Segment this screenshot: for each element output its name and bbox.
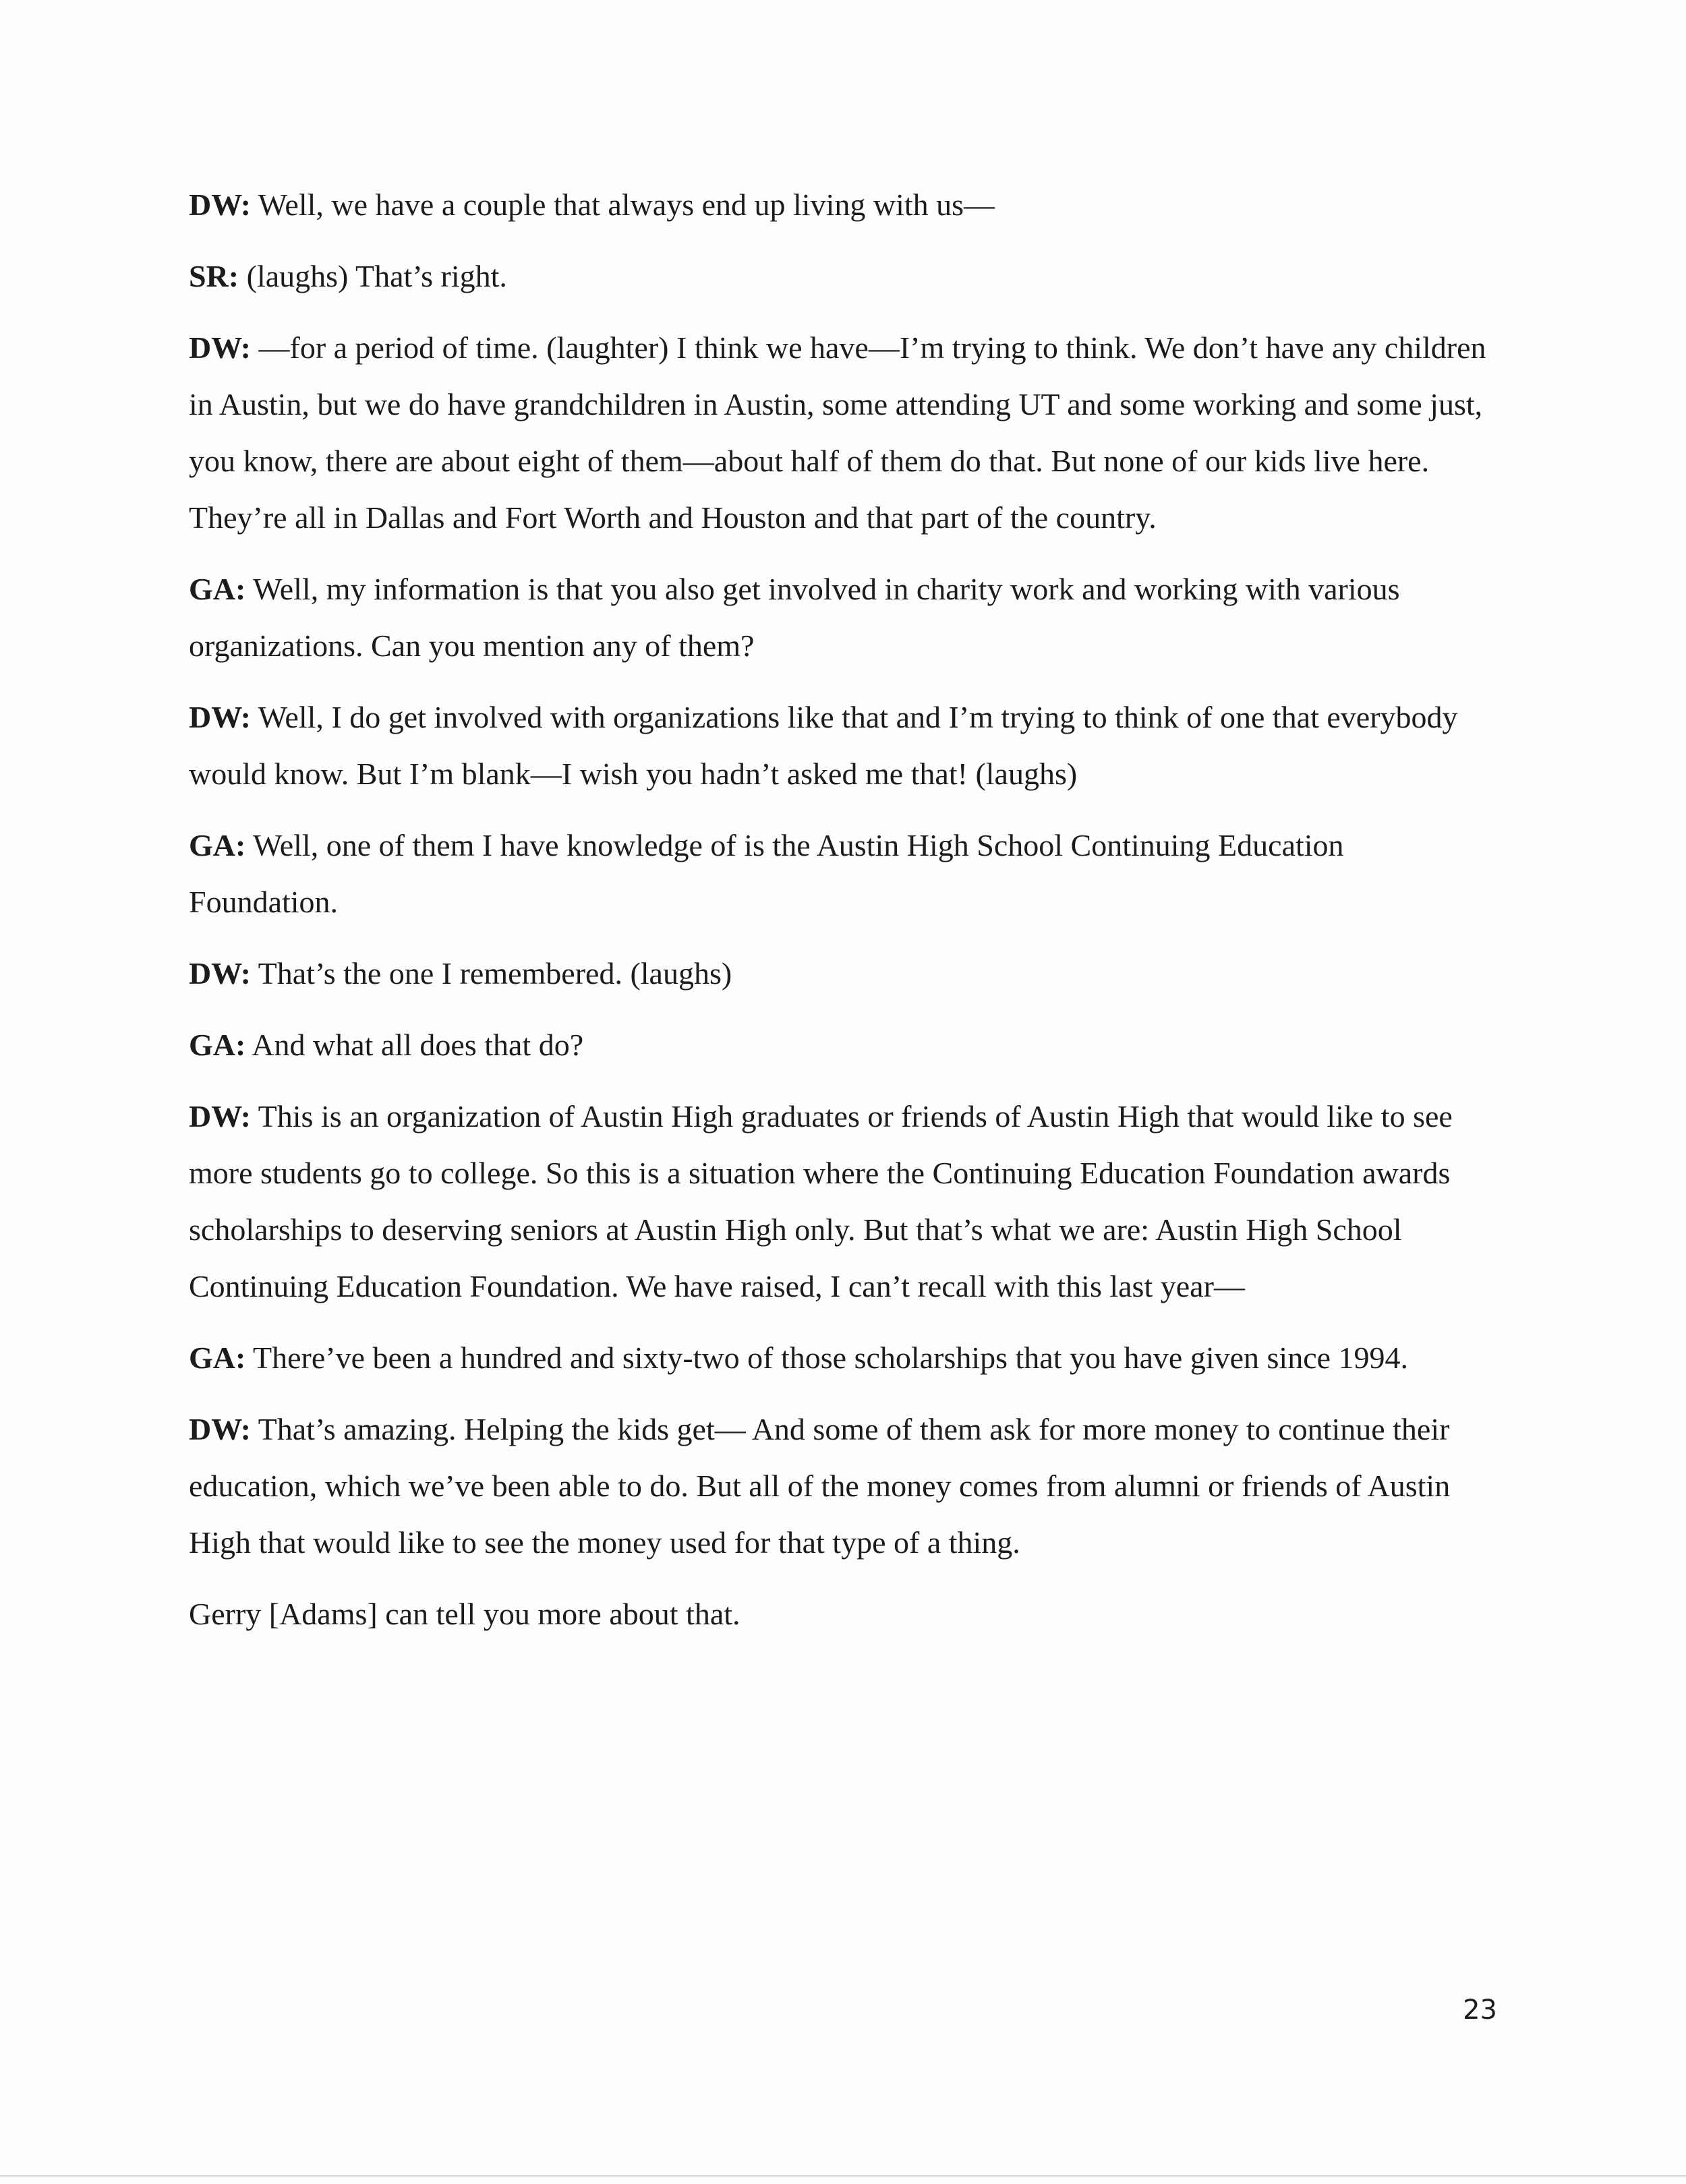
transcript-turn — [189, 689, 1497, 802]
speaker-label: DW: — [189, 1099, 251, 1133]
transcript-turn — [189, 1401, 1497, 1571]
transcript-turn — [189, 320, 1497, 546]
transcript-turn — [189, 945, 1497, 1002]
turn-text: And what all does that do? — [245, 1028, 584, 1062]
speaker-label: GA: — [189, 1340, 246, 1375]
speaker-label: DW: — [189, 187, 251, 222]
speaker-label: GA: — [189, 828, 246, 862]
scan-edge-divider — [0, 2175, 1686, 2177]
transcript-turn — [189, 1088, 1497, 1315]
speaker-label: GA: — [189, 572, 246, 606]
turn-text: Gerry [Adams] can tell you more about that. — [189, 1597, 740, 1631]
turn-text: That’s the one I remembered. (laughs) — [251, 956, 732, 991]
speaker-label: DW: — [189, 956, 251, 991]
speaker-label: DW: — [189, 330, 251, 365]
transcript-turn — [189, 1330, 1497, 1386]
turn-text: Well, I do get involved with organizations like that and I’m trying to think of one that everybody would know. But I’m blank—I wish you hadn’t asked me that! (laughs) — [189, 700, 1458, 791]
speaker-label: DW: — [189, 1412, 251, 1446]
turn-text: Well, my information is that you also get involved in charity work and working with various organizations. Can you mention any of them? — [189, 572, 1400, 663]
transcript-body — [189, 177, 1497, 1657]
turn-text: That’s amazing. Helping the kids get— And some of them ask for more money to continue their education, which we’ve been able to do. But all of the money comes from alumni or friends of Austin High that would like to see the money used for that type of a thing. — [189, 1412, 1451, 1560]
turn-text: Well, one of them I have knowledge of is the Austin High School Continuing Education Foundation. — [189, 828, 1344, 919]
turn-text: There’ve been a hundred and sixty-two of those scholarships that you have given since 1994. — [245, 1340, 1409, 1375]
turn-text: Well, we have a couple that always end up living with us— — [251, 187, 995, 222]
page-number: 23 — [1463, 1995, 1497, 2026]
turn-text: (laughs) That’s right. — [239, 259, 507, 293]
turn-text: This is an organization of Austin High graduates or friends of Austin High that would like to see more students go to college. So this is a situation where the Continuing Education Foundation awards scholarships to deserving seniors at Austin High only. But that’s what we are: Austin High School Continuing Education Foundation. We have raised, I can’t recall with this last year— — [189, 1099, 1453, 1303]
speaker-label: DW: — [189, 700, 251, 734]
turn-text: —for a period of time. (laughter) I think we have—I’m trying to think. We don’t have any children in Austin, but we do have grandchildren in Austin, some attending UT and some working and some just, you know, there are about eight of them—about half of them do that. But none of our kids live here. They’re all in Dallas and Fort Worth and Houston and that part of the country. — [189, 330, 1486, 535]
transcript-turn — [189, 561, 1497, 674]
transcript-turn — [189, 1586, 1497, 1643]
transcript-turn — [189, 817, 1497, 931]
speaker-label: SR: — [189, 259, 239, 293]
speaker-label: GA: — [189, 1028, 246, 1062]
transcript-turn — [189, 177, 1497, 233]
transcript-turn — [189, 248, 1497, 305]
transcript-turn — [189, 1017, 1497, 1073]
